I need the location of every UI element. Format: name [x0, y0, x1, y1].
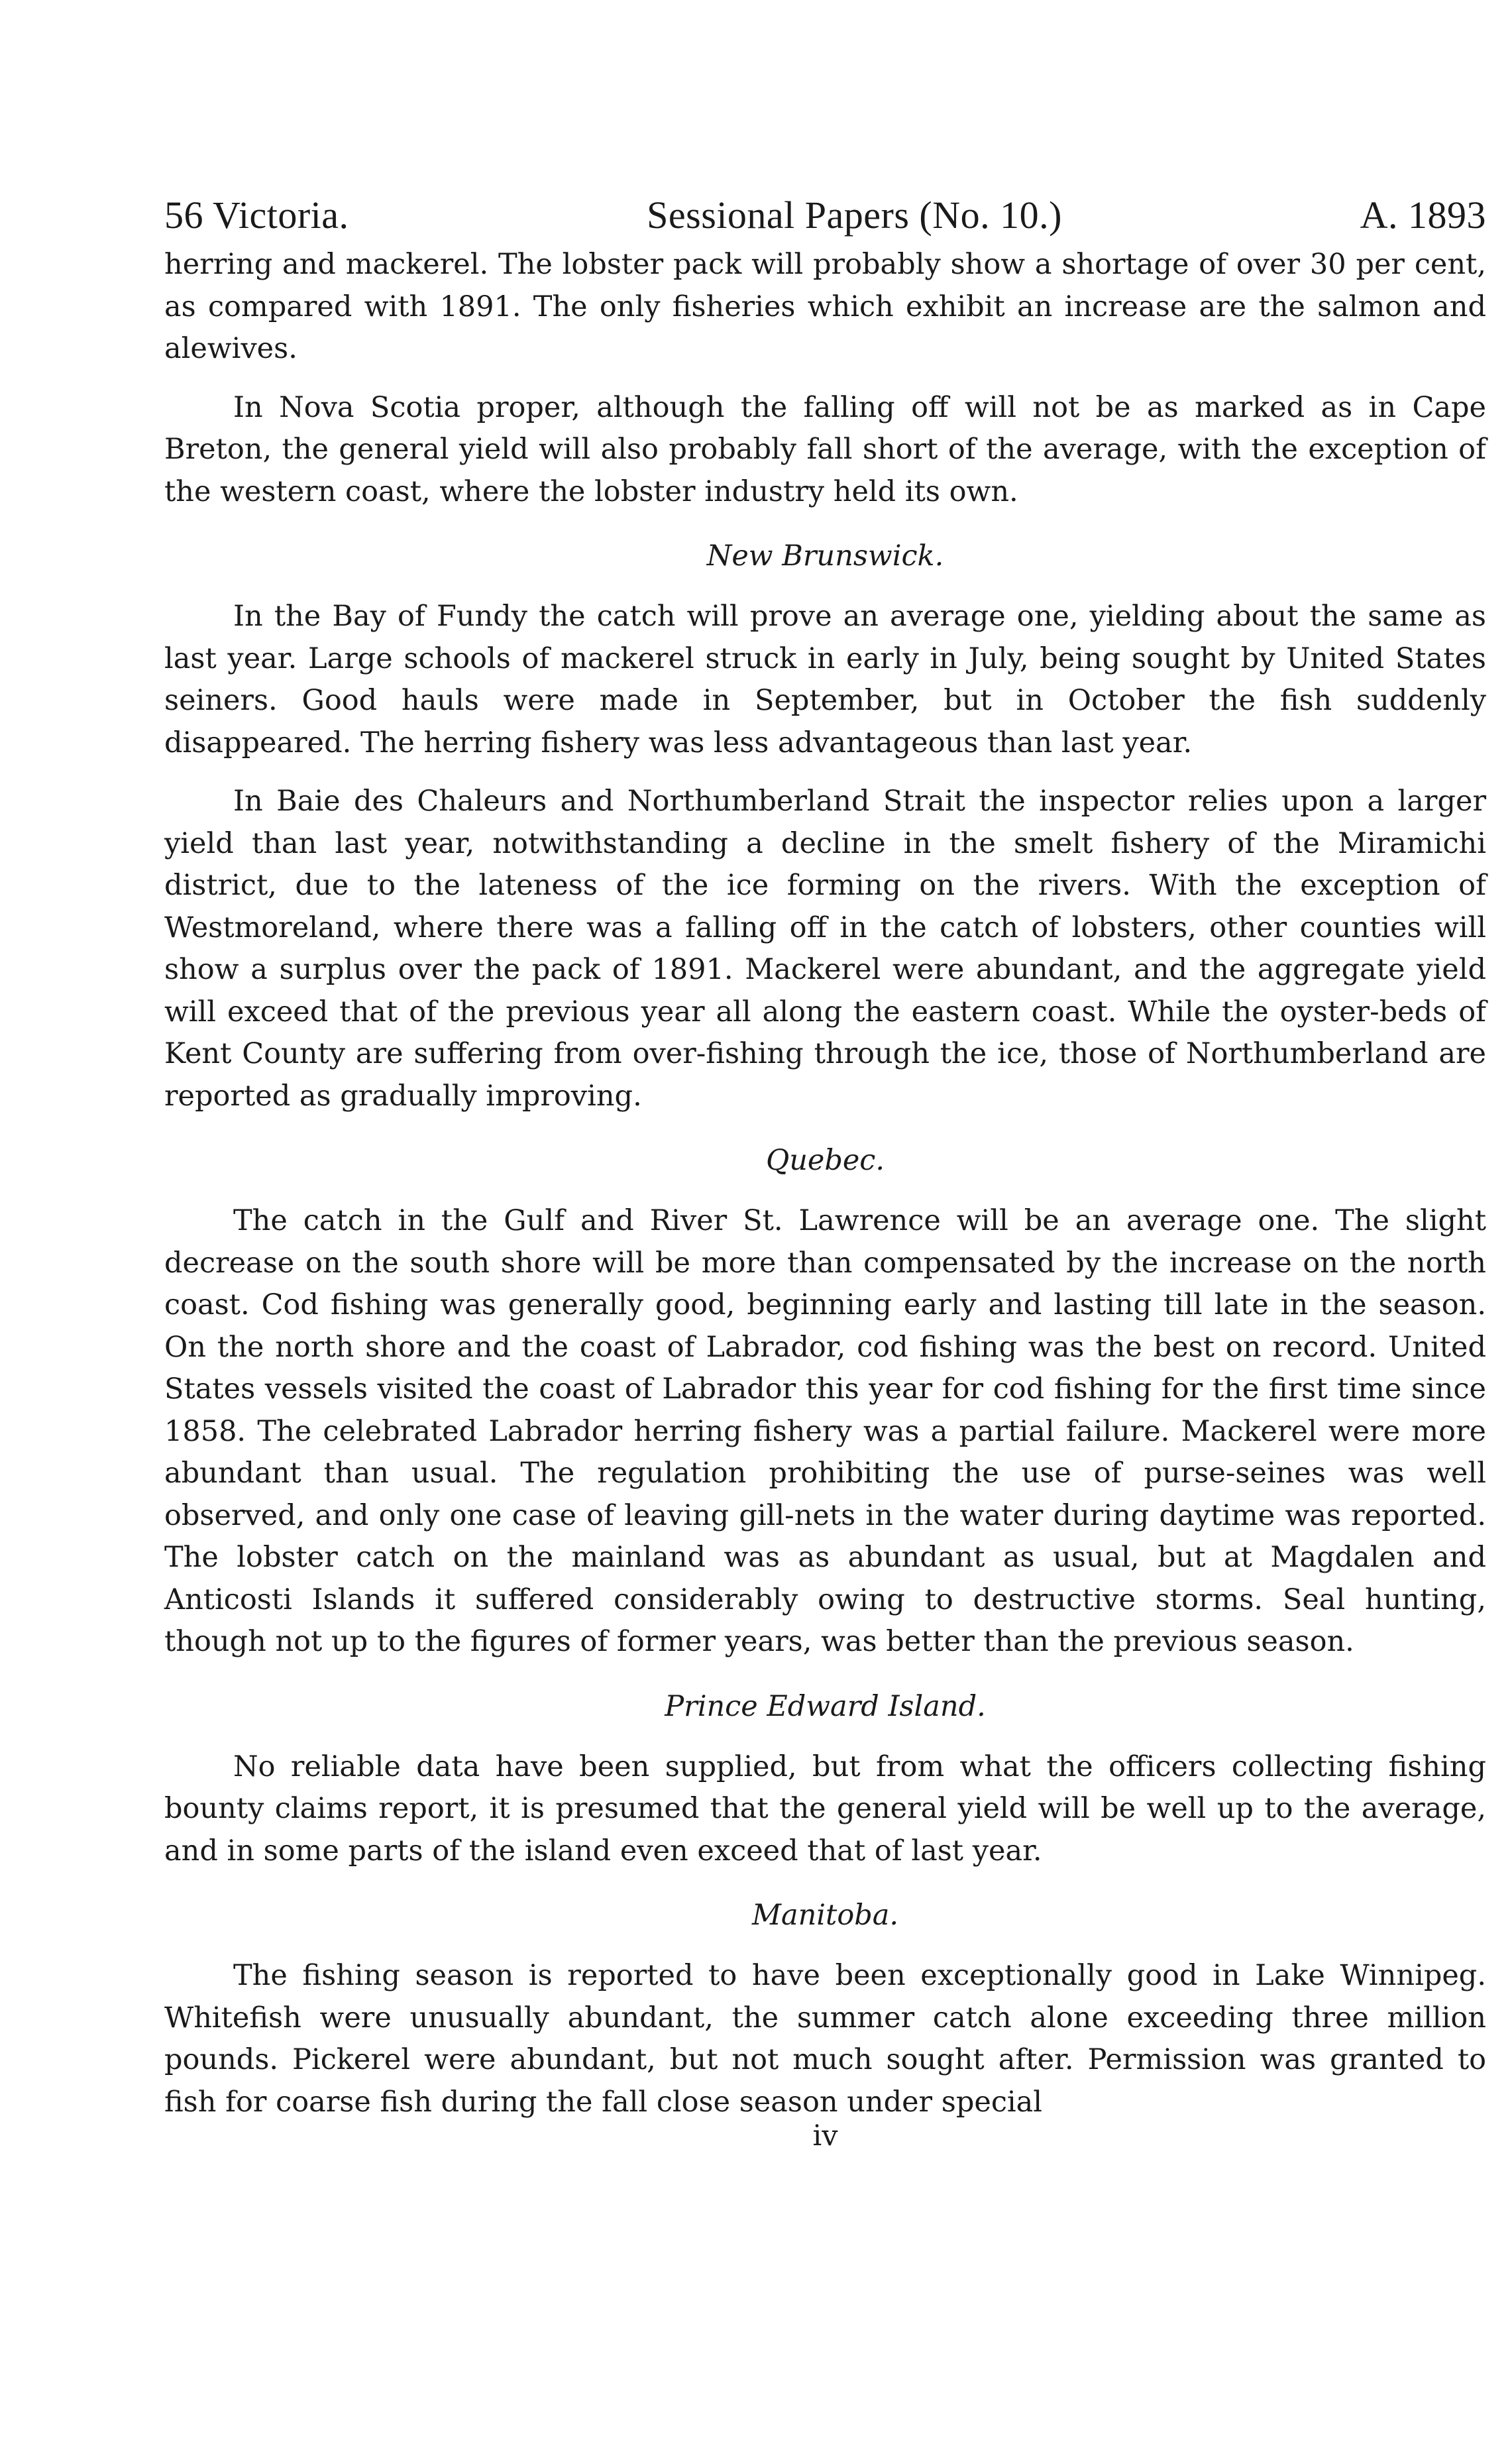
- section-manitoba: [164, 1895, 1486, 2123]
- paragraph: In the Bay of Fundy the catch will prove an average one, yielding about the same as last year. Large schools of mackerel struck in early in July, being sought by United States seiners. Good hauls were made in September, but in October the fish suddenly disappeared. The herring fishery was less advantageous than last year.: [164, 600, 1486, 759]
- paragraph: The catch in the Gulf and River St. Lawrence will be an average one. The slight decrease on the south shore will be more than compensated by the increase on the north coast. Cod fishing was generally good, beginning early and lasting till late in the season. On the north shore and the coast of Labrador, cod fishing was the best on record. United States vessels visited the coast of Labrador this year for cod fishing for the first time since 1858. The celebrated Labrador herring fishery was a partial failure. Mackerel were more abundant than usual. The regulation prohibiting the use of purse-seines was well observed, and only one case of leaving gill-nets in the water during daytime was reported. The lobster catch on the mainland was as abundant as usual, but at Magdalen and Anticosti Islands it suffered considerably owing to destructive storms. Seal hunting, though not up to the figures of former years, was better than the previous season.: [164, 1204, 1486, 1658]
- header-left: 56 Victoria.: [164, 194, 349, 237]
- page-number: iv: [812, 2119, 838, 2152]
- paragraph: In Nova Scotia proper, although the falling off will not be as marked as in Cape Breton, the general yield will also probably fall short of the average, with the exception of the western coast, where the lobster industry held its own.: [164, 390, 1486, 508]
- section-heading: Prince Edward Island.: [665, 1689, 986, 1723]
- section-new-brunswick: [164, 535, 1486, 1117]
- section-quebec: [164, 1140, 1486, 1663]
- section-continuation: [164, 244, 1486, 513]
- paragraph: The fishing season is reported to have been exceptionally good in Lake Winnipeg. Whitefish were unusually abundant, the summer catch alone exceeding three million pounds. Pickerel were abundant, but not much sought after. Permission was granted to fish for coarse fish during the fall close season under special: [164, 1959, 1486, 2119]
- paragraph: herring and mackerel. The lobster pack will probably show a shortage of over 30 per cent, as compared with 1891. The only fisheries which exhibit an increase are the salmon and alewives.: [164, 248, 1486, 365]
- paragraph: In Baie des Chaleurs and Northumberland Strait the inspector relies upon a larger yield than last year, notwithstanding a decline in the smelt fishery of the Miramichi district, due to the lateness of the ice forming on the rivers. With the exception of Westmoreland, where there was a falling off in the catch of lobsters, other counties will show a surplus over the pack of 1891. Mackerel were abundant, and the aggregate yield will exceed that of the previous year all along the eastern coast. While the oyster-beds of Kent County are suffering from over-fishing through the ice, those of Northumberland are reported as gradually improving.: [164, 785, 1486, 1113]
- document-page: [164, 192, 1486, 2152]
- header-right: A. 1893: [1360, 194, 1486, 237]
- paragraph: No reliable data have been supplied, but from what the officers collecting fishing bounty claims report, it is presumed that the general yield will be well up to the average, and in some parts of the island even exceed that of last year.: [164, 1750, 1486, 1868]
- section-heading: Manitoba.: [751, 1899, 899, 1932]
- running-header: [164, 192, 1486, 239]
- section-heading: Quebec.: [765, 1144, 885, 1177]
- section-heading: New Brunswick.: [706, 539, 944, 573]
- header-center: Sessional Papers (No. 10.): [647, 194, 1062, 237]
- section-prince-edward-island: [164, 1686, 1486, 1873]
